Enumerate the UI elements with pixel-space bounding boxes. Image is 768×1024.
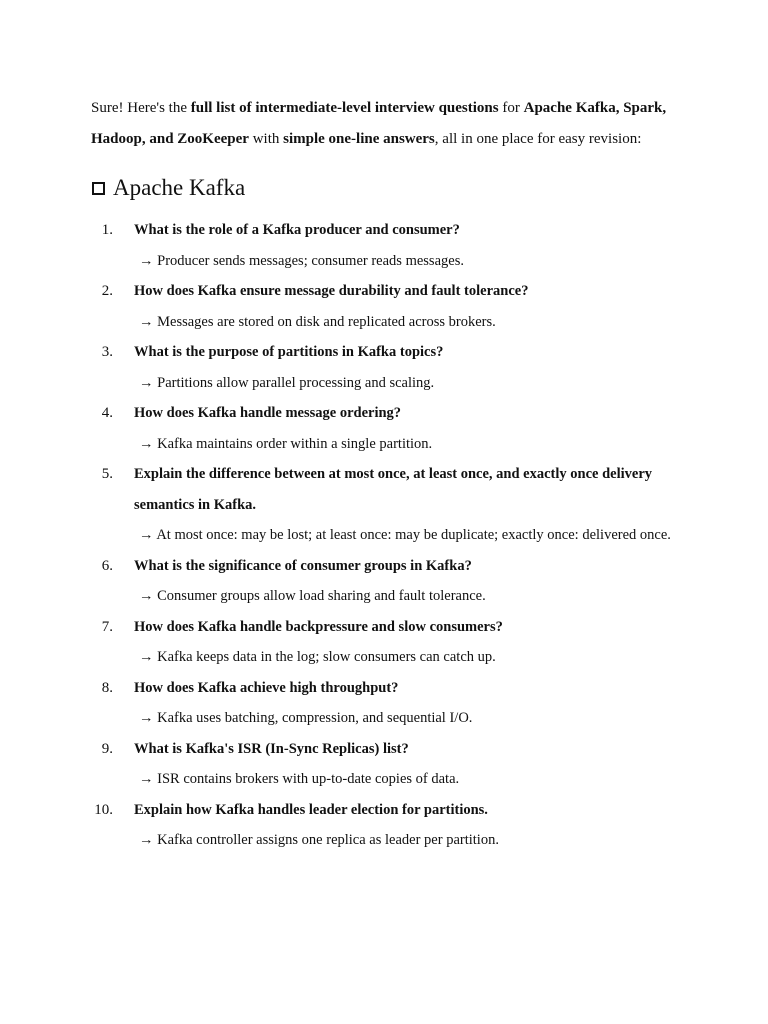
question-text: What is the purpose of partitions in Kafka topics? [134,344,444,360]
intro-text: , all in one place for easy revision: [434,130,642,147]
question-text: What is the role of a Kafka producer and consumer? [134,222,460,238]
question-number: 9. [101,740,113,757]
answer-text: → Kafka keeps data in the log; slow consumers can catch up. [139,649,496,665]
question-list [91,215,691,856]
question-text: How does Kafka handle message ordering? [134,405,402,421]
question-number: 7. [101,618,113,635]
list-item [91,551,691,612]
list-item [91,337,691,398]
answer-text: → At most once: may be lost; at least once: may be duplicate; exactly once: delivered once. [139,527,671,543]
list-item [91,673,691,734]
answer-text: → ISR contains brokers with up-to-date copies of data. [139,771,460,787]
answer-text: → Partitions allow parallel processing and scaling. [139,374,435,391]
question-text: How does Kafka achieve high throughput? [134,679,399,696]
question-number: 3. [101,344,113,360]
intro-bold-text: simple one-line answers [283,130,435,147]
list-item [91,459,691,551]
section-heading-kafka [91,173,691,203]
answer-text: → Kafka maintains order within a single partition. [139,435,433,452]
intro-paragraph [91,93,691,154]
checkbox-icon [92,182,105,195]
document-page [91,93,691,856]
question-number: 5. [101,466,113,482]
question-text: Explain how Kafka handles leader election for partitions. [134,801,488,818]
question-text: How does Kafka ensure message durability and fault tolerance? [134,283,529,299]
answer-text: → Producer sends messages; consumer reads messages. [139,252,464,269]
question-number: 6. [101,557,113,574]
intro-text: with [248,130,284,147]
list-item [91,734,691,795]
question-number: 4. [101,405,113,421]
intro-bold-text: Apache Kafka, Spark, Hadoop, and ZooKeeper [91,100,667,147]
question-text: What is the significance of consumer groups in Kafka? [134,557,472,574]
list-item [91,612,691,673]
intro-text: Sure! Here's the [91,100,191,116]
question-text: How does Kafka handle backpressure and slow consumers? [134,618,503,635]
intro-bold-text: full list of intermediate-level interview questions [190,100,499,116]
question-number: 10. [94,801,113,818]
answer-text: → Kafka uses batching, compression, and sequential I/O. [139,710,473,726]
intro-text: for [498,100,524,116]
list-item [91,215,691,276]
section-title: Apache Kafka [113,175,246,200]
question-text: What is Kafka's ISR (In-Sync Replicas) list? [134,740,409,757]
list-item [91,795,691,856]
list-item [91,398,691,459]
answer-text: → Kafka controller assigns one replica as leader per partition. [139,832,499,848]
list-item [91,276,691,337]
question-number: 2. [101,283,113,299]
question-number: 8. [101,679,113,696]
question-text: Explain the difference between at most once, at least once, and exactly once delivery semantics in Kafka. [134,466,653,513]
answer-text: → Consumer groups allow load sharing and fault tolerance. [139,588,486,604]
answer-text: → Messages are stored on disk and replicated across brokers. [139,313,496,330]
question-number: 1. [101,222,113,238]
